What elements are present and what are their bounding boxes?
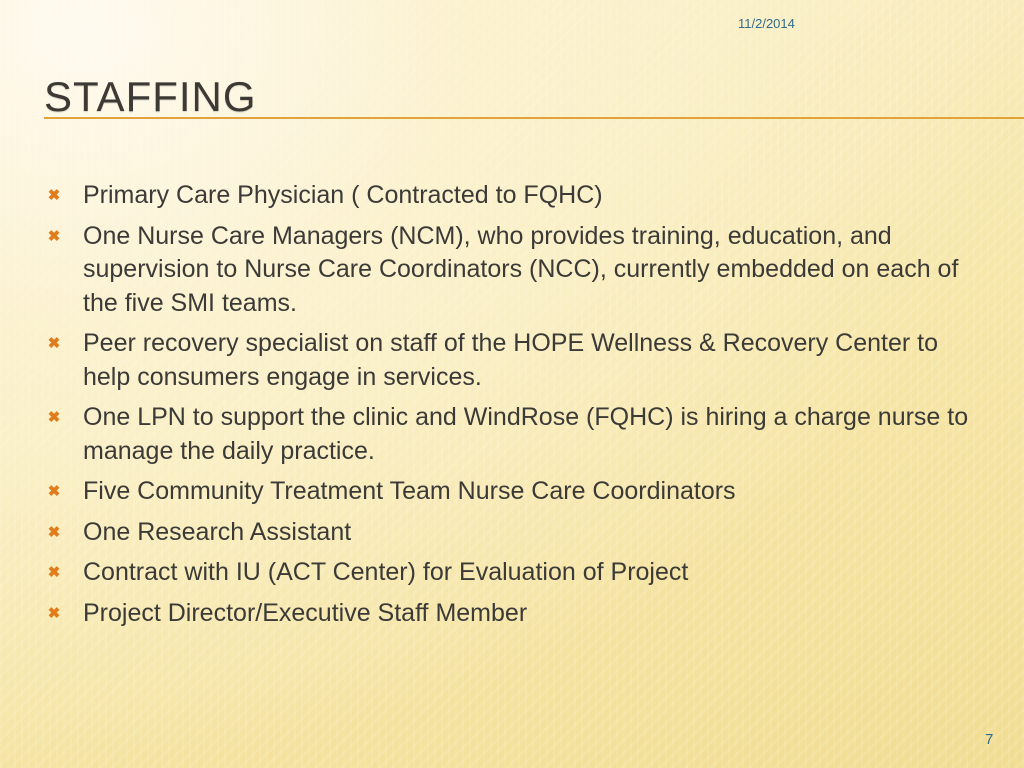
bullet-text: One Research Assistant — [83, 517, 352, 546]
bullet-item — [46, 401, 986, 468]
bullet-item — [46, 475, 986, 509]
slide-title: STAFFING — [44, 73, 257, 120]
x-mark-bullet-icon: ✖ — [47, 604, 61, 622]
page-number: 7 — [985, 731, 994, 748]
bullet-item — [46, 327, 986, 394]
x-mark-bullet-icon: ✖ — [47, 564, 61, 581]
slide-date: 11/2/2014 — [738, 16, 795, 31]
x-mark-bullet-icon: ✖ — [47, 483, 61, 500]
bullet-item — [46, 220, 986, 321]
bullet-item — [46, 556, 986, 590]
bullet-list — [46, 179, 986, 637]
bullet-text: One Nurse Care Managers (NCM), who provides training, education, and supervision to Nurse Care Coordinators (NCC), currently embedded on each of the five SMI teams. — [83, 221, 959, 317]
bullet-item — [46, 516, 986, 550]
x-mark-bullet-icon: ✖ — [47, 409, 61, 426]
x-mark-bullet-icon: ✖ — [47, 335, 61, 352]
bullet-text: Contract with IU (ACT Center) for Evaluation of Project — [83, 558, 689, 586]
x-mark-bullet-icon: ✖ — [47, 227, 61, 245]
bullet-text: One LPN to support the clinic and WindRose (FQHC) is hiring a charge nurse to manage the daily practice. — [83, 403, 969, 465]
bullet-item — [46, 597, 986, 631]
x-mark-bullet-icon: ✖ — [47, 523, 61, 541]
bullet-text: Five Community Treatment Team Nurse Care Coordinators — [83, 477, 736, 505]
bullet-text: Project Director/Executive Staff Member — [83, 598, 528, 627]
x-mark-bullet-icon: ✖ — [47, 187, 61, 204]
bullet-item — [46, 179, 986, 213]
bullet-text: Peer recovery specialist on staff of the HOPE Wellness & Recovery Center to help consumers engage in services. — [83, 329, 939, 391]
title-underline — [44, 117, 1024, 119]
bullet-text: Primary Care Physician ( Contracted to FQHC) — [83, 181, 603, 209]
